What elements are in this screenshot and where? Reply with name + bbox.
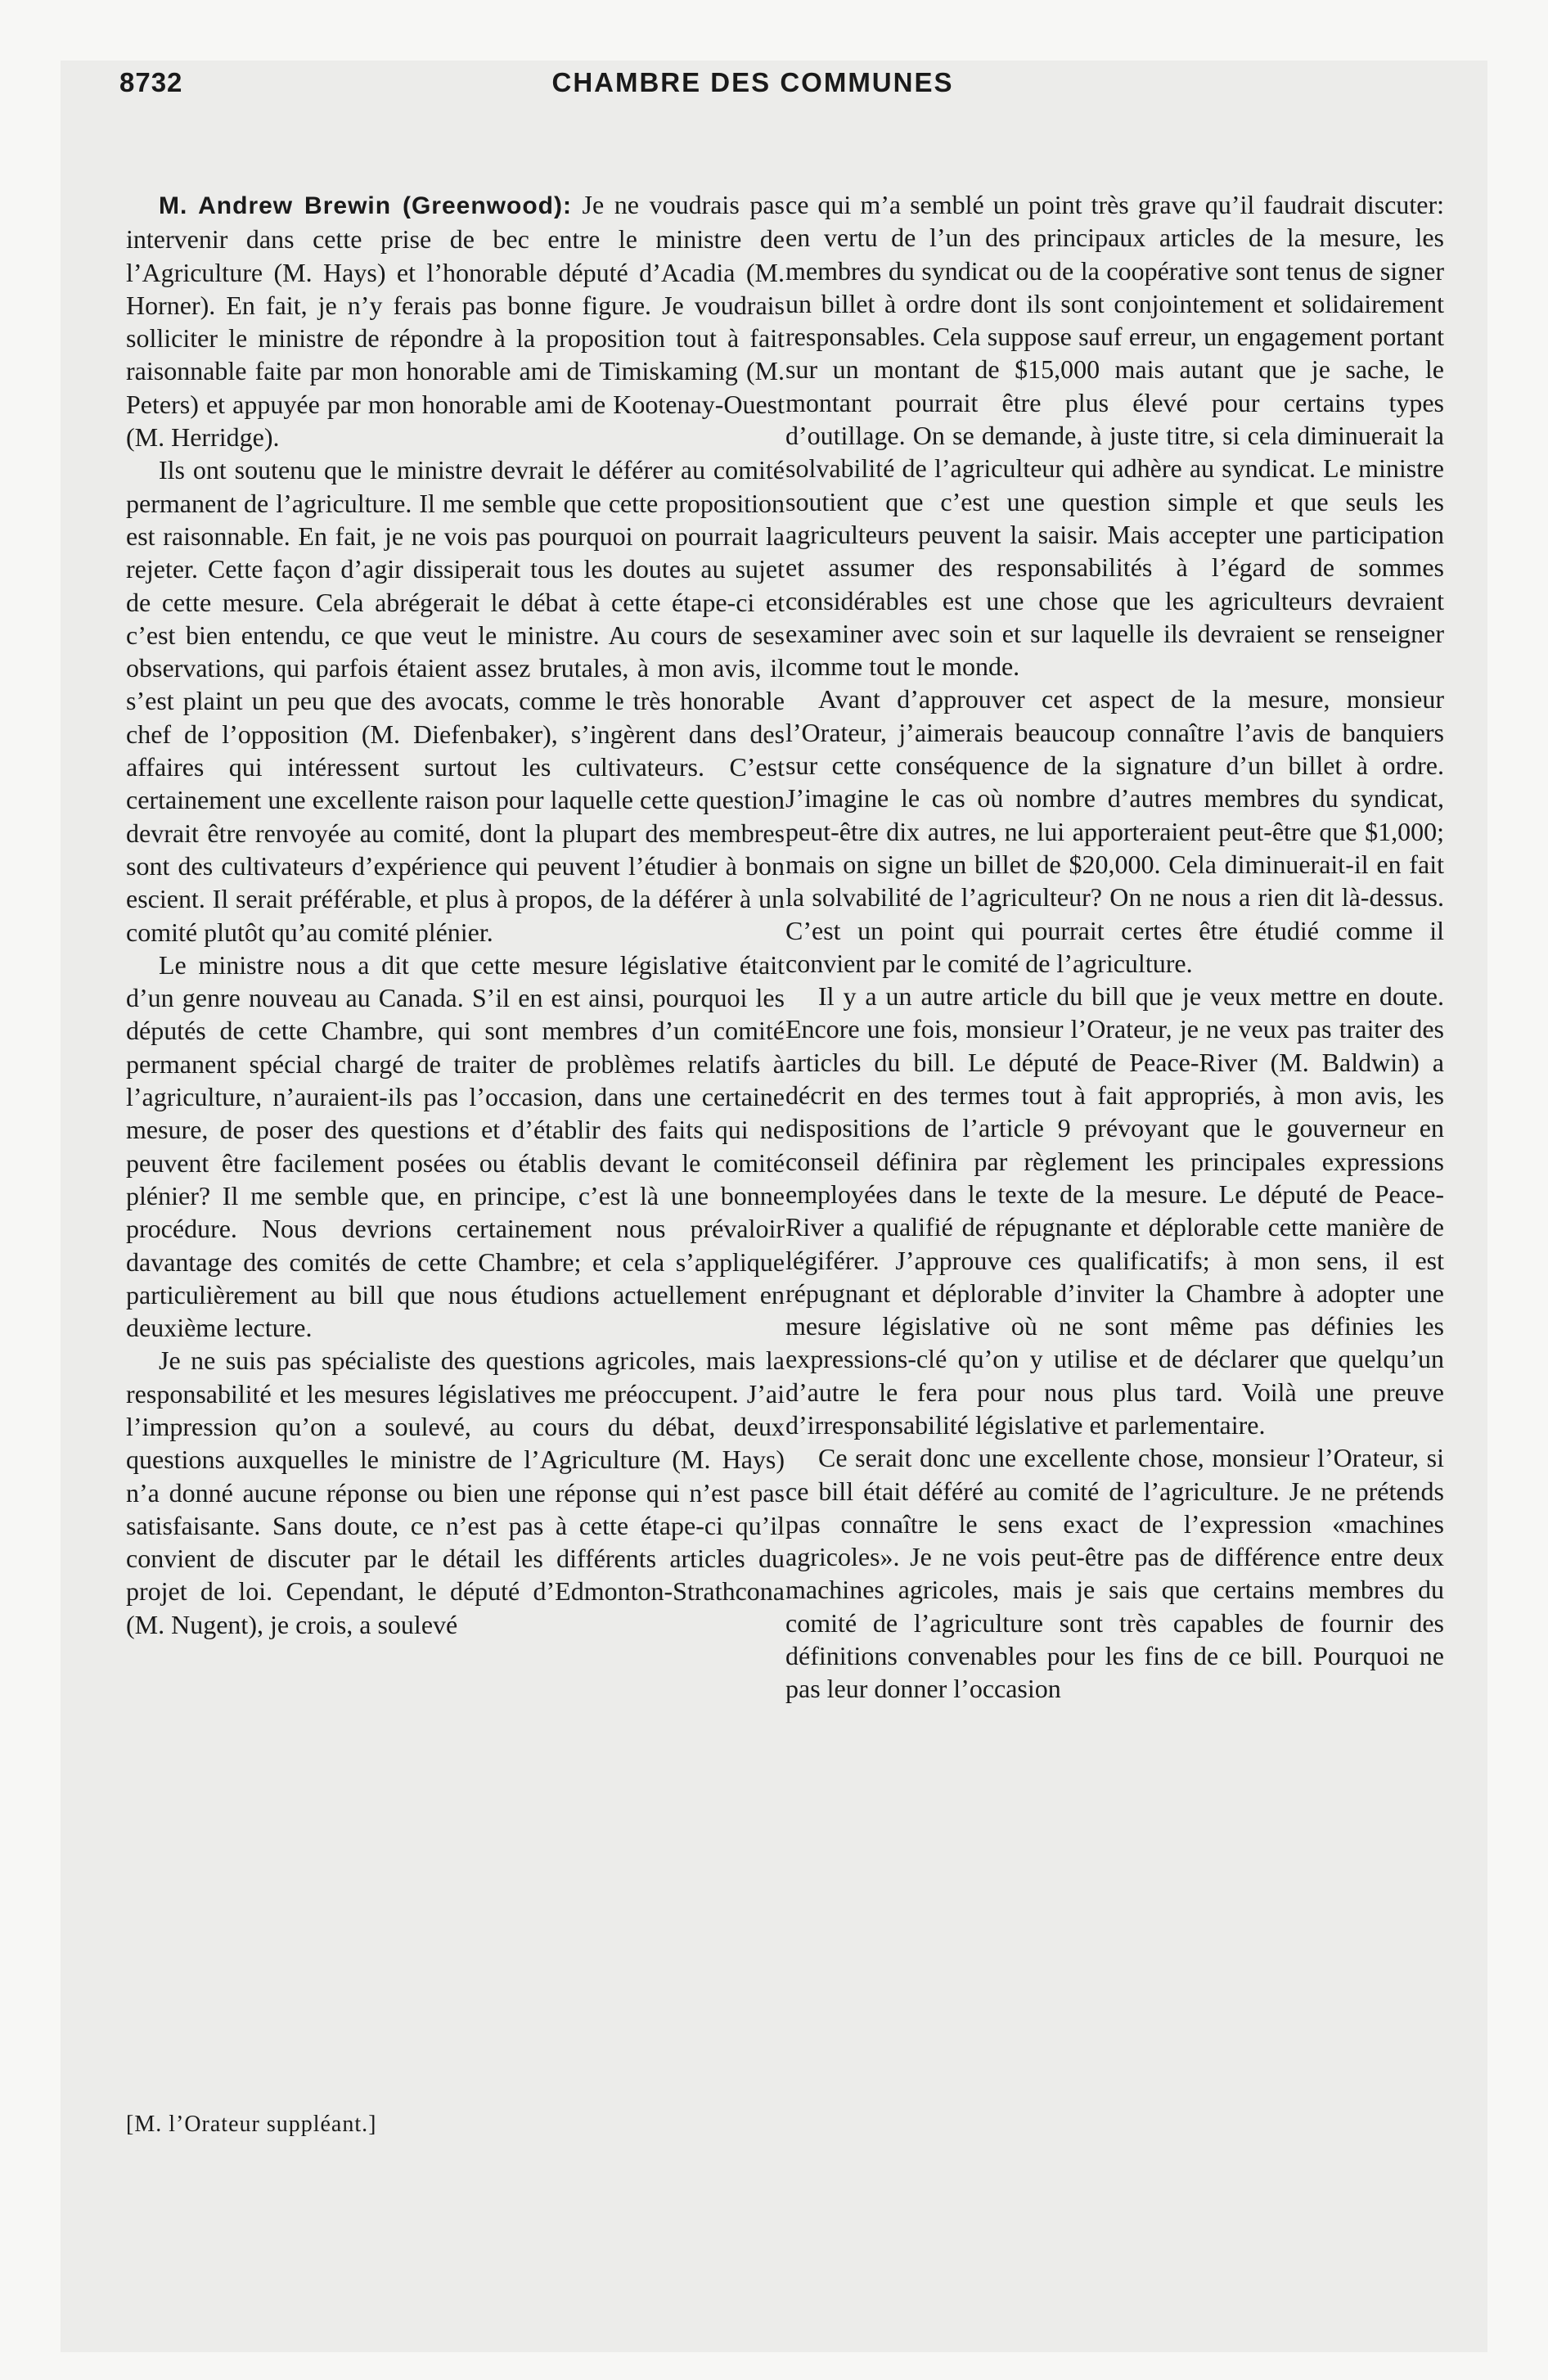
paragraph: Ce serait donc une excellente chose, monsieur l’Orateur, si ce bill était déféré au comité de l’agriculture. Je ne prétends pas connaître le sens exact de l’expression «machines agricoles». Je ne vois peut-être pas de différence entre deux machines agricoles, mais je sais que certains membres du comité de l’agriculture sont très capables de fournir des définitions convenables pour les fins de ce bill. Pourquoi ne pas leur donner l’occasion xyxy=(785,1443,1444,1704)
paragraph: ce qui m’a semblé un point très grave qu’il faudrait discuter: en vertu de l’un des principaux articles de la mesure, les membres du syndicat ou de la coopérative sont tenus de signer un billet à ordre dont ils sont conjointement et solidairement responsables. Cela suppose sauf erreur, un engagement portant sur un montant de $15,000 mais autant que je sache, le montant pourrait être plus élevé pour certains types d’outillage. On se demande, à juste titre, si cela diminuerait la solvabilité de l’agriculteur qui adhère au syndicat. Le ministre soutient que c’est une question simple et que seuls les agriculteurs peuvent la saisir. Mais accepter une participation et assumer des responsabilités à l’égard de sommes considérables est une chose que les agriculteurs devraient examiner avec soin et sur laquelle ils devraient se renseigner comme tout le monde. xyxy=(785,190,1444,682)
speaker-name: M. Andrew Brewin (Greenwood): xyxy=(159,192,572,219)
paragraph: Je ne suis pas spécialiste des questions agricoles, mais la responsabilité et les mesures législatives me préoccupent. J’ai l’impression qu’on a soulevé, au cours du débat, deux questions auxquelles le ministre de l’Agriculture (M. Hays) n’a donné aucune réponse ou bien une réponse qui n’est pas satisfaisante. Sans doute, ce n’est pas à cette étape-ci qu’il convient de discuter par le détail les différents articles du projet de loi. Cependant, le député d’Edmonton-Strathcona (M. Nugent), je crois, a soulevé xyxy=(126,1346,785,1639)
right-column xyxy=(785,188,1444,1706)
running-head: CHAMBRE DES COMMUNES xyxy=(551,67,954,97)
footnote: [M. l’Orateur suppléant.] xyxy=(126,2112,377,2137)
paragraph xyxy=(126,188,785,453)
page-header xyxy=(65,67,1440,106)
paragraph: Il y a un autre article du bill que je veux mettre en doute. Encore une fois, monsieur l’Orateur, je ne veux pas traiter des articles du bill. Le député de Peace-River (M. Baldwin) a décrit en des termes tout à fait appropriés, à mon avis, les dispositions de l’article 9 prévoyant que le gouverneur en conseil définira par règlement les principales expressions employées dans le texte de la mesure. Le député de Peace-River a qualifié de répugnante et déplorable cette manière de légiférer. J’approuve ces qualificatifs; à mon sens, il est répugnant et déplorable d’inviter la Chambre à adopter une mesure législative où ne sont même pas définies les expressions-clé qu’on y utilise et de déclarer que quelqu’un d’autre le fera pour nous plus tard. Voilà une preuve d’irresponsabilité législative et parlementaire. xyxy=(785,981,1444,1440)
paragraph: Avant d’approuver cet aspect de la mesure, monsieur l’Orateur, j’aimerais beaucoup connaître l’avis de banquiers sur cette conséquence de la signature d’un billet à ordre. J’imagine le cas où nombre d’autres membres du syndicat, peut-être dix autres, ne lui apporteraient peut-être que $1,000; mais on signe un billet de $20,000. Cela diminuerait-il en fait la solvabilité de l’agriculteur? On ne nous a rien dit là-dessus. C’est un point qui pourrait certes être étudié comme il convient par le comité de l’agriculture. xyxy=(785,684,1444,978)
page-number: 8732 xyxy=(119,67,183,97)
paragraph: Le ministre nous a dit que cette mesure législative était d’un genre nouveau au Canada. S’il en est ainsi, pourquoi les députés de cette Chambre, qui sont membres d’un comité permanent spécial chargé de traiter de problèmes relatifs à l’agriculture, n’auraient-ils pas l’occasion, dans une certaine mesure, de poser des questions et d’établir des faits qui ne peuvent être facilement posées ou établis devant le comité plénier? Il me semble que, en principe, c’est là une bonne procédure. Nous devrions certainement nous prévaloir davantage des comités de cette Chambre; et cela s’applique particulièrement au bill que nous étudions actuellement en deuxième lecture. xyxy=(126,949,785,1343)
paragraph: Ils ont soutenu que le ministre devrait le déférer au comité permanent de l’agriculture. Il me semble que cette proposition est raisonnable. En fait, je ne vois pas pourquoi on pourrait la rejeter. Cette façon d’agir dissiperait tous les doutes au sujet de cette mesure. Cela abrégerait le débat à cette étape-ci et c’est bien entendu, ce que veut le ministre. Au cours de ses observations, qui parfois étaient assez brutales, à mon avis, il s’est plaint un peu que des avocats, comme le très honorable chef de l’opposition (M. Diefenbaker), s’ingèrent dans des affaires qui intéressent surtout les cultivateurs. C’est certainement une excellente raison pour laquelle cette question devrait être renvoyée au comité, dont la plupart des membres sont des cultivateurs d’expérience qui peuvent l’étudier à bon escient. Il serait préférable, et plus à propos, de la déférer à un comité plutôt qu’au comité plénier. xyxy=(126,455,785,947)
left-column xyxy=(126,188,785,1641)
paragraph-text: Je ne voudrais pas intervenir dans cette prise de bec entre le ministre de l’Agriculture (M. Hays) et l’honorable député d’Acadia (M. Horner). En fait, je n’y ferais pas bonne figure. Je voudrais solliciter le ministre de répondre à la proposition tout à fait raisonnable faite par mon honorable ami de Timiskaming (M. Peters) et appuyée par mon honorable ami de Kootenay-Ouest (M. Herridge). xyxy=(126,190,785,453)
